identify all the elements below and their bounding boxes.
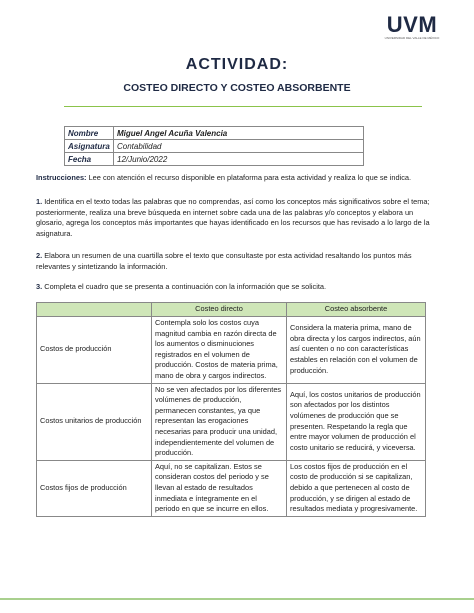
- table-row: [37, 383, 426, 460]
- row-label: Costos unitarios de producción: [37, 383, 152, 460]
- info-value: 12/Junio/2022: [114, 153, 364, 166]
- info-label: Nombre: [65, 127, 114, 140]
- step-3-paragraph: [36, 282, 438, 293]
- page-title: ACTIVIDAD:: [185, 56, 289, 73]
- info-row: [65, 127, 364, 140]
- step-number: 1.: [36, 197, 43, 206]
- title-divider: [64, 106, 422, 107]
- cell-costeo-directo: No se ven afectados por los diferentes volúmenes de producción, permanecen constantes, ya que representan las erogaciones necesarias para producir una unidad, independientemente del volumen de producción.: [152, 383, 287, 460]
- cell-costeo-absorbente: Aquí, los costos unitarios de producción son afectados por los distintos volúmenes de producción que se presenten. Respetando la regla que entre mayor volumen de producción el costo unitario se reducirá, y viceversa.: [287, 383, 426, 460]
- step-text: Identifica en el texto todas las palabras que no comprendas, así como los conceptos más significativos sobre el tema; posteriormente, realiza una breve búsqueda en internet sobre cada una de las palabras y/o conceptos y elabora un glosario, agrega los conceptos más importantes que hayas identificado en los recursos que has revisado a lo largo de la asignatura.: [36, 197, 430, 238]
- logo-text: UVM: [386, 12, 438, 37]
- info-value: Miguel Angel Acuña Valencia: [114, 127, 364, 140]
- info-row: [65, 140, 364, 153]
- logo-subtext: UNIVERSIDAD DEL VALLE DE MÉXICO: [384, 36, 440, 40]
- student-info-table: [64, 126, 364, 166]
- step-text: Elabora un resumen de una cuartilla sobre el texto que consultaste por esta actividad resaltando los puntos más relevantes y sintetizando la información.: [36, 251, 412, 271]
- step-number: 2.: [36, 251, 43, 260]
- instructions-paragraph: [36, 173, 438, 184]
- uvm-logo: [382, 14, 442, 54]
- info-label: Asignatura: [65, 140, 114, 153]
- comparison-table: [36, 302, 426, 517]
- info-value: Contabilidad: [114, 140, 364, 153]
- table-header-cell: [37, 303, 152, 317]
- cell-costeo-directo: Aquí, no se capitalizan. Estos se consideran costos del periodo y se llevan al estado de resultados inmediata e íntegramente en el periodo en que se incurre en ellos.: [152, 460, 287, 516]
- table-header-row: [37, 303, 426, 317]
- cell-costeo-absorbente: Los costos fijos de producción en el costo de producción si se capitalizan, debido a que pertenecen al costo de producción, y se dirigen al estado de resultados mediata y progresivamente.: [287, 460, 426, 516]
- instructions-text: Lee con atención el recurso disponible en plataforma para esta actividad y realiza lo que se indica.: [86, 173, 412, 182]
- info-label: Fecha: [65, 153, 114, 166]
- step-number: 3.: [36, 282, 43, 291]
- step-2-paragraph: [36, 251, 438, 272]
- instructions-label: Instrucciones:: [36, 173, 87, 182]
- cell-costeo-absorbente: Considera la materia prima, mano de obra directa y los cargos indirectos, aún así cuenten o no con características estables en relación con el volumen de producción.: [287, 317, 426, 384]
- table-header-cell: Costeo absorbente: [287, 303, 426, 317]
- cell-costeo-directo: Contempla solo los costos cuya magnitud cambia en razón directa de los aumentos o disminuciones registrados en el volumen de producción. Costos de materia prima, mano de obra y cargos indirectos.: [152, 317, 287, 384]
- table-row: [37, 460, 426, 516]
- page-subtitle: COSTEO DIRECTO Y COSTEO ABSORBENTE: [123, 82, 351, 94]
- row-label: Costos de producción: [37, 317, 152, 384]
- step-1-paragraph: [36, 197, 438, 239]
- info-row: [65, 153, 364, 166]
- footer-divider: [0, 598, 474, 600]
- row-label: Costos fijos de producción: [37, 460, 152, 516]
- step-text: Completa el cuadro que se presenta a continuación con la información que se solicita.: [42, 282, 327, 291]
- table-header-cell: Costeo directo: [152, 303, 287, 317]
- table-row: [37, 317, 426, 384]
